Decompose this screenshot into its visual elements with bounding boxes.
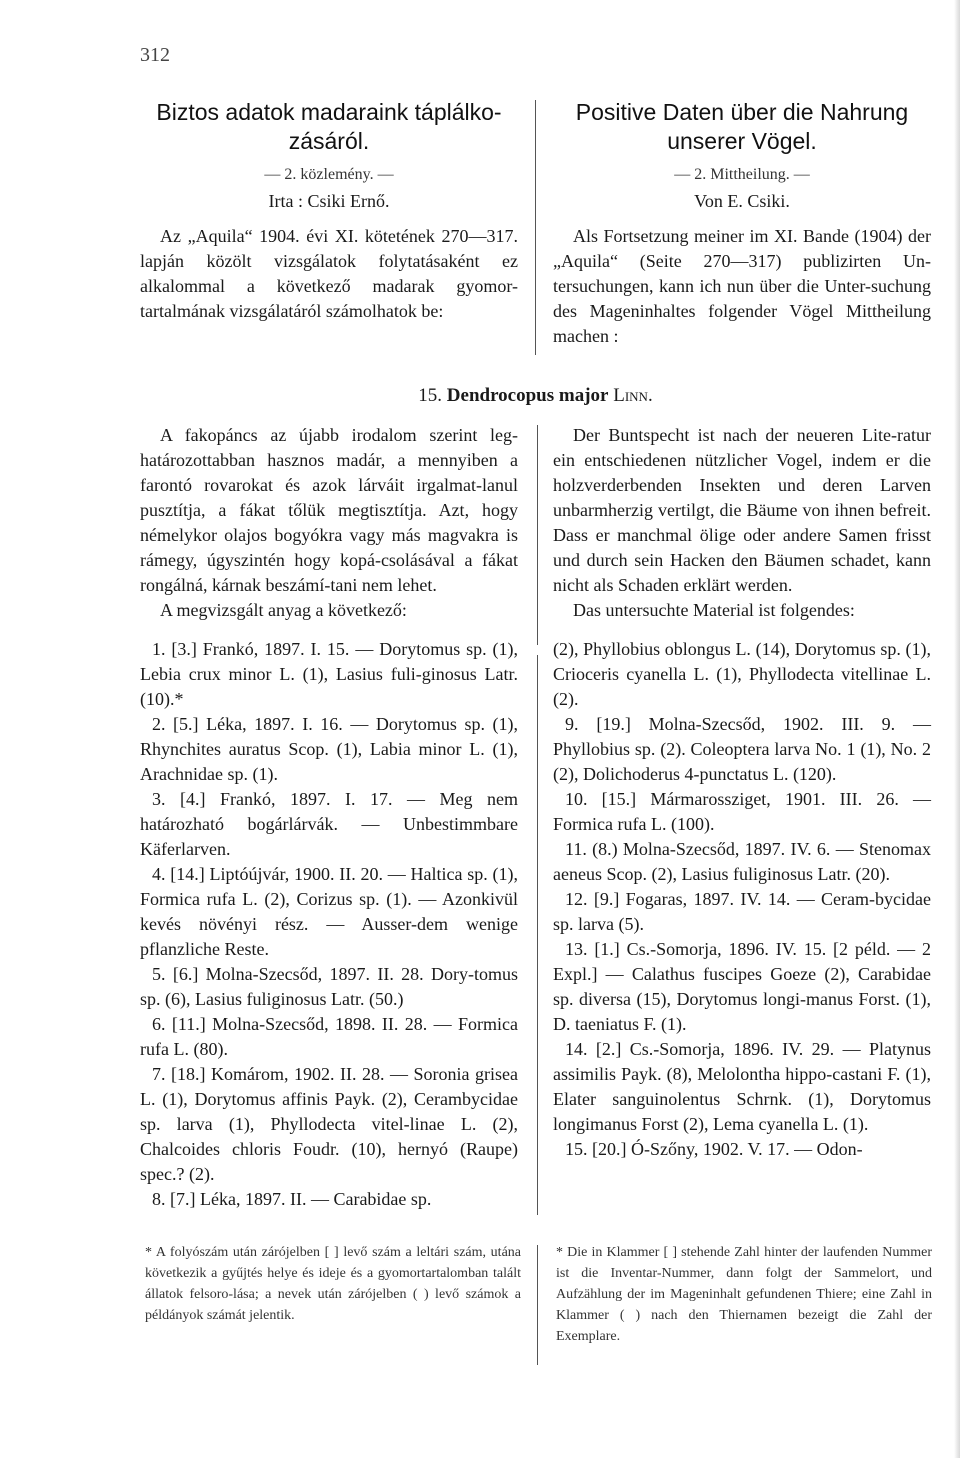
left-body [140,423,518,1212]
right-entry: 15. [20.] Ó-Szőny, 1902. V. 17. — Odon- [565,1139,863,1159]
right-entry: 12. [9.] Fogaras, 1897. IV. 14. — Ceram-bycidae sp. larva (5). [553,889,931,934]
left-para1: A fakopáncs az újabb irodalom szerint leg-határozottabban hasznos madár, a mennyiben a farontó rovarokat és azok lárváit irgalmat-lanul pusztítja, a fákat tőlük megtisztítja. Azt, hogy némelykor olajos bogyókra vagy más magvakra is rámegy, úgyszintén hogy kopá-csolásával a fákat rongálná, kárnak beszámí-tani nem lehet. [140,425,518,595]
left-entry: 1. [3.] Frankó, 1897. I. 15. — Dorytomus sp. (1), Lebia crux minor L. (1), Lasius fuli-ginosus Latr. (10).* [140,639,518,709]
right-entry: 9. [19.] Molna-Szecsőd, 1902. III. 9. — Phyllobius sp. (2). Coleoptera larva No. 1 (1), No. 2 (2), Dolichoderus 4-punctatus L. (120). [553,714,931,784]
column-divider-lower [537,655,538,1215]
section-author: Linn. [613,385,653,406]
right-entry: 10. [15.] Mármarossziget, 1901. III. 26. — Formica rufa L. (100). [553,789,931,834]
right-entry: 11. (8.) Molna-Szecsőd, 1897. IV. 6. — Stenomax aeneus Scop. (2), Lasius fuliginosus Latr. (20). [553,839,931,884]
right-author: Von E. Csiki. [694,191,790,211]
right-header [553,98,931,349]
right-title: Positive Daten über die Nahrung unserer Vögel. [575,99,909,154]
left-entry: 7. [18.] Komárom, 1902. II. 28. — Soronia grisea L. (1), Dorytomus affinis Payk. (2), Cerambycidae sp. larva (1), Phyllodecta vitel-linae L. (2), Chalcoides chloris Foudr. (10), hernyó (Raupe) spec.? (2). [140,1064,518,1184]
right-para2: Das untersuchte Material ist folgendes: [573,600,855,620]
right-footnote: * Die in Klammer [ ] stehende Zahl hinter der laufenden Nummer ist die Inventar-Nummer, dann folgt der Sammelort, und Aufzählung der im Mageninhalt gefundenen Thiere; eine Zahl in Klammer ( ) nach den Thiernamen bezeigt die Zahl der Exemplare. [556,1245,932,1344]
left-entry: 6. [11.] Molna-Szecsőd, 1898. II. 28. — Formica rufa L. (80). [140,1014,518,1059]
right-body [553,423,931,1162]
right-para1: Der Buntspecht ist nach der neueren Lite-ratur ein entschiedenen nützlicher Vogel, indem er die holzverderbenden Insekten und deren Larven unbarmherzig vertilgt, die Bäume von ihnen befreit. Dass er manchmal ölige oder andere Samen frisst und durch sein Hacken den Bäumen schadet, kann nicht als Schaden erklärt werden. [553,425,931,595]
left-header [140,98,518,324]
left-installment: — 2. közlemény. — [264,166,394,183]
page-number: 312 [140,44,170,66]
section-number: 15. [418,385,443,406]
column-divider-footnote [537,1245,538,1365]
right-entry: 14. [2.] Cs.-Somorja, 1896. IV. 29. — Platynus assimilis Payk. (8), Melolontha hippo-castani F. (1), Elater sanguinolentus Schrnk. (1), Dorytomus longimanus Forst (2), Lema cyanella L. (1). [553,1039,931,1134]
left-para2: A megvizsgált anyag a következő: [160,600,407,620]
left-entry: 4. [14.] Liptóújvár, 1900. II. 20. — Haltica sp. (1), Formica rufa L. (2), Corizus sp. (1). — Azonkivül kevés növényi rész. — Ausser-dem wenige pflanzliche Reste. [140,864,518,959]
right-installment: — 2. Mittheilung. — [674,166,810,183]
right-intro: Als Fortsetzung meiner im XI. Bande (1904) der „Aquila“ (Seite 270—317) publizirten Un-tersuchungen, kann ich nun über die Unter-suchung des Mageninhaltes folgender Vögel Mittheilung machen : [553,226,931,346]
left-footnote: * A folyószám után zárójelben [ ] levő szám a leltári szám, utána következik a gyűjtés helye és ideje és a gyomortartalomban talált állatok felsoro-lása; a nevek után zárójelben ( ) levő számok a példányok számát jelentik. [145,1245,521,1323]
left-author: Irta : Csiki Ernő. [268,191,390,211]
page-edge-shadow [954,0,960,1458]
right-entry: 13. [1.] Cs.-Somorja, 1896. IV. 15. [2 péld. — 2 Expl.] — Calathus fuscipes Goeze (2), Carabidae sp. diversa (15), Dorytomus longi-manus Forst. (1), D. taeniatus F. (1). [553,939,931,1034]
column-divider-mid [537,425,538,645]
left-entry: 8. [7.] Léka, 1897. II. — Carabidae sp. [152,1189,432,1209]
column-divider-top [535,100,536,355]
section-genus: Dendrocopus major [446,385,609,406]
section-title [140,385,931,407]
left-title: Biztos adatok madaraink táplálko-zásáról. [156,99,502,154]
right-continuation: (2), Phyllobius oblongus L. (14), Dorytomus sp. (1), Crioceris cyanella L. (1), Phyllodecta vitellinae L. (2). [553,639,931,709]
left-intro: Az „Aquila“ 1904. évi XI. kötetének 270—317. lapján közölt vizsgálatok folytatásaként ez alkalommal a következő madarak gyomor-tartalmának vizsgálatáról számolhatok be: [140,226,518,321]
left-entry: 3. [4.] Frankó, 1897. I. 17. — Meg nem határozható bogárlárvák. — Unbestimmbare Käferlarven. [140,789,518,859]
left-entry: 2. [5.] Léka, 1897. I. 16. — Dorytomus sp. (1), Rhynchites auratus Scop. (1), Labia minor L. (1), Arachnidae sp. (1). [140,714,518,784]
left-entry: 5. [6.] Molna-Szecsőd, 1897. II. 28. Dory-tomus sp. (6), Lasius fuliginosus Latr. (50.) [140,964,518,1009]
